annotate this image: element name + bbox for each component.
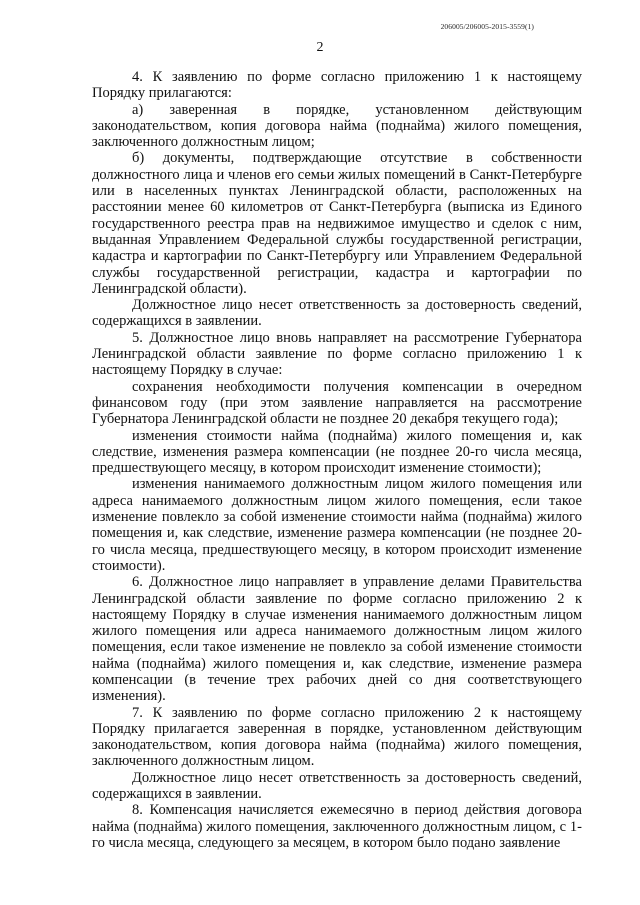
paragraph-5-case-1: сохранения необходимости получения компенсации в очередном финансовом году (при этом заявление направляется на рассмотрение Губернатора Ленинградской области не позднее 20 декабря текущего года); [92,378,582,428]
responsibility-note-2: Должностное лицо несет ответственность за достоверность сведений, содержащихся в заявлении. [92,769,582,803]
paragraph-5-case-3: изменения нанимаемого должностным лицом жилого помещения или адреса нанимаемого должностным лицом жилого помещения, если такое изменение повлекло за собой изменение стоимости найма (поднайма) жилого помещения и, как следствие, изменение размера компенсации (не позднее 20-го числа месяца, предшествующего месяцу, в котором происходит изменение стоимости). [92,476,582,574]
paragraph-8: 8. Компенсация начисляется ежемесячно в период действия договора найма (поднайма) жилого помещения, заключенного должностным лицом, с 1-го числа месяца, следующего за месяцем, в котором было подано заявление [92,802,582,851]
paragraph-6: 6. Должностное лицо направляет в управление делами Правительства Ленинградской области заявление по форме согласно приложению 2 к настоящему Порядку в случае изменения нанимаемого должностным лицом жилого помещения или адреса нанимаемого должностным лицом жилого помещения, если такое изменение не повлекло за собой изменение стоимости найма (поднайма) жилого помещения и, как следствие, изменение размера компенсации (в течение трех рабочих дней со дня соответствующего изменения). [92,574,582,705]
page-number: 2 [316,40,324,55]
paragraph-5-case-2: изменения стоимости найма (поднайма) жилого помещения и, как следствие, изменения размера компенсации (не позднее 20-го числа месяца, предшествующего месяцу, в котором происходит изменение стоимости); [92,427,582,477]
paragraph-4: 4. К заявлению по форме согласно приложению 1 к настоящему Порядку прилагаются: [92,69,582,102]
paragraph-4a: а) заверенная в порядке, установленном действующим законодательством, копия договора найма (поднайма) жилого помещения, заключенного должностным лицом; [92,101,582,151]
paragraph-5: 5. Должностное лицо вновь направляет на рассмотрение Губернатора Ленинградской области заявление по форме согласно приложению 1 к настоящему Порядку в случае: [92,329,582,379]
document-body [92,69,582,851]
paragraph-7: 7. К заявлению по форме согласно приложению 2 к настоящему Порядку прилагается заверенная в порядке, установленном действующим законодательством, копия договора найма (поднайма) жилого помещения, заключенного должностным лицом. [92,704,582,770]
paragraph-4b: б) документы, подтверждающие отсутствие в собственности должностного лица и членов его семьи жилых помещений в Санкт-Петербурге или в населенных пунктах Ленинградской области, расположенных на расстоянии менее 60 километров от Санкт-Петербурга (выписка из Единого государственного реестра прав на недвижимое имущество и сделок с ним, выданная Управлением Федеральной службы государственной регистрации, кадастра и картографии по Санкт-Петербургу или Управлением Федеральной службы государственной регистрации, кадастра и картографии по Ленинградской области). [92,150,582,297]
document-id: 206005/206005-2015-3559(1) [440,22,534,31]
responsibility-note: Должностное лицо несет ответственность за достоверность сведений, содержащихся в заявлении. [92,297,582,330]
